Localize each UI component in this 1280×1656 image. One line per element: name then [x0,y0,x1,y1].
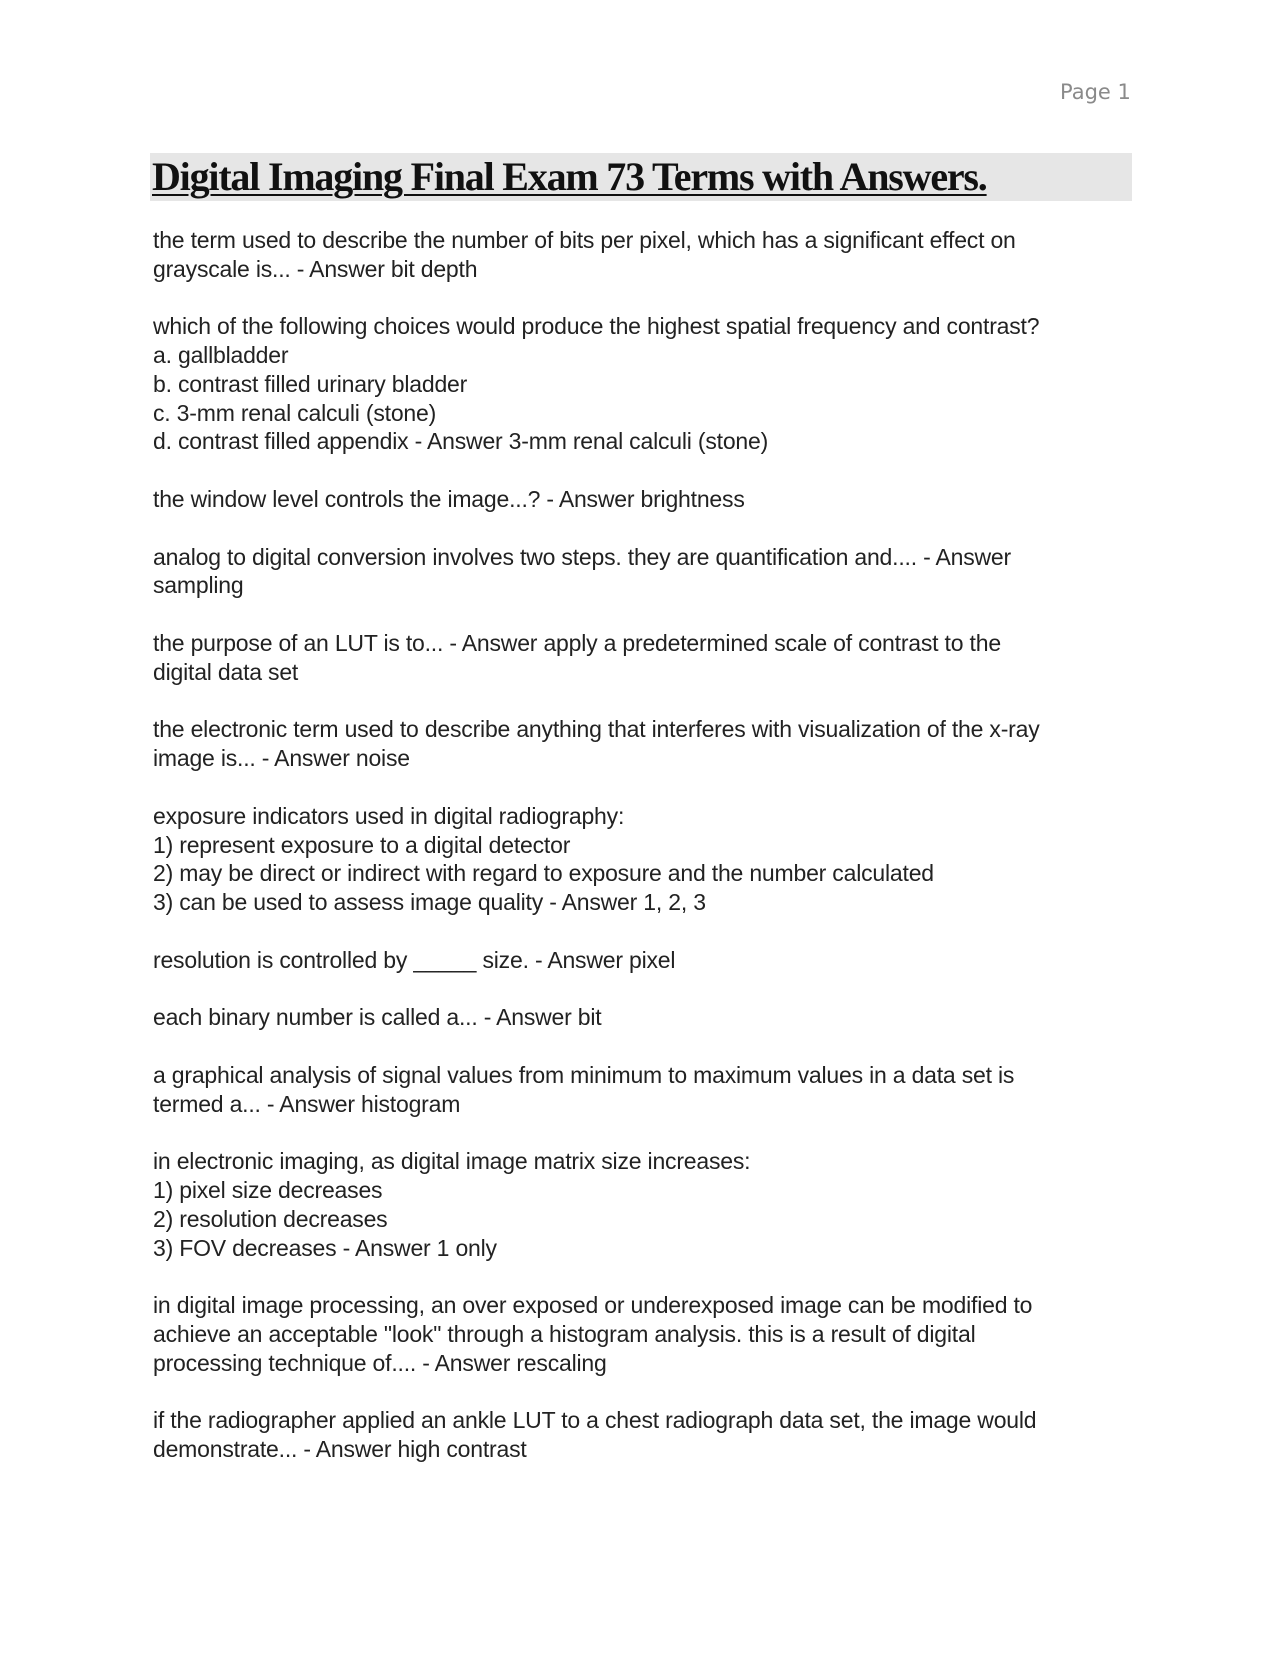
page-number: Page 1 [1060,80,1131,104]
qa-item: the electronic term used to describe anything that interferes with visualization of the x-ray image is... - Answer noise [153,716,1040,772]
qa-item: the term used to describe the number of bits per pixel, which has a significant effect on grayscale is... - Answer bit depth [153,227,1016,282]
qa-item: resolution is controlled by _____ size. - Answer pixel [153,946,676,973]
qa-item: in electronic imaging, as digital image matrix size increases: 1) pixel size decreases 2) resolution decreases 3) FOV decreases - Answer 1 only [153,1148,751,1261]
qa-item: each binary number is called a... - Answer bit [153,1004,602,1031]
qa-item: the purpose of an LUT is to... - Answer apply a predetermined scale of contrast to the digital data set [153,630,1001,685]
qa-item: a graphical analysis of signal values from minimum to maximum values in a data set is termed a... - Answer histogram [153,1062,1015,1117]
qa-item: if the radiographer applied an ankle LUT to a chest radiograph data set, the image would demonstrate... - Answer high contrast [153,1407,1037,1463]
question-answer-list [153,226,1133,1493]
document-title: Digital Imaging Final Exam 73 Terms with Answers. [152,154,987,199]
qa-item: exposure indicators used in digital radiography: 1) represent exposure to a digital detector 2) may be direct or indirect with regard to exposure and the number calculated 3) can be used to assess image quality - Answer 1, 2, 3 [153,802,934,915]
qa-item: in digital image processing, an over exposed or underexposed image can be modified to achieve an acceptable "look" through a histogram analysis. this is a result of digital processing technique of.... - Answer rescaling [153,1292,1033,1376]
qa-item: the window level controls the image...? - Answer brightness [153,485,745,512]
qa-item: which of the following choices would produce the highest spatial frequency and contrast? a. gallbladder b. contrast filled urinary bladder c. 3-mm renal calculi (stone) d. contrast filled appendix - Answer 3-mm renal calculi (stone) [153,313,1040,455]
qa-item: analog to digital conversion involves two steps. they are quantification and.... - Answer sampling [153,543,1011,599]
